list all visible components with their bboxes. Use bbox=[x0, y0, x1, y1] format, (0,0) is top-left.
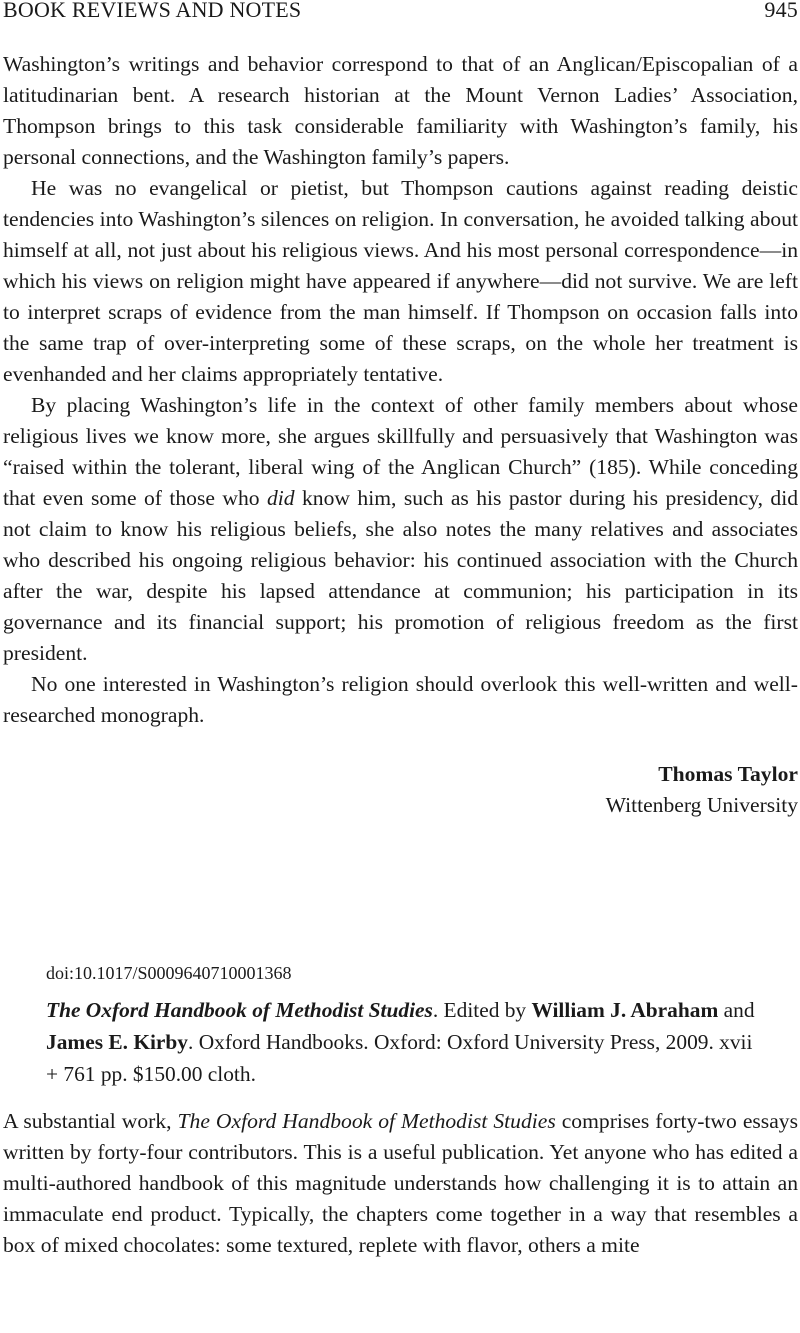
second-review-text-b: comprises forty-two essays written by forty-four contributors. This is a useful publication. Yet anyone who has edited a multi-authored handbook of this magnitude understands how challenging it is to attain an immaculate end product. Typically, the chapters come together in a way that resembles a box of mixed chocolates: some textured, replete with flavor, others a mite bbox=[3, 1109, 798, 1257]
paragraph-3 bbox=[3, 390, 798, 669]
second-review-paragraph-1 bbox=[3, 1106, 798, 1261]
publication-details: . Oxford Handbooks. Oxford: Oxford University Press, 2009. xvii + 761 pp. $150.00 cloth. bbox=[46, 1030, 753, 1086]
paragraph-3-text-b: know him, such as his pastor during his presidency, did not claim to know his religious beliefs, she also notes the many relatives and associates who described his ongoing religious behavior: his continued association with the Church after the war, despite his lapsed attendance at communion; his participation in its governance and its financial support; his promotion of religious freedom as the first president. bbox=[3, 486, 799, 665]
second-review-book-title: The Oxford Handbook of Methodist Studies bbox=[177, 1109, 556, 1133]
paragraph-4: No one interested in Washington’s religion should overlook this well-written and well-researched monograph. bbox=[3, 672, 798, 727]
edited-by: . Edited by bbox=[432, 998, 532, 1022]
second-review-text-a: A substantial work, bbox=[3, 1109, 178, 1133]
editor-2: James E. Kirby bbox=[46, 1030, 189, 1054]
book-citation bbox=[3, 962, 798, 1090]
reviewer-name: Thomas Taylor bbox=[658, 762, 798, 786]
running-head-title: BOOK REVIEWS AND NOTES bbox=[3, 0, 302, 22]
paragraph-3-text-a: By placing Washington’s life in the context of other family members about whose religious lives we know more, she argues skillfully and persuasively that Washington was “raised within the tolerant, liberal wing of the Anglican Church” (185). While conceding that even some of those who bbox=[3, 393, 798, 510]
review-body bbox=[3, 49, 798, 731]
doi: doi:10.1017/S0009640710001368 bbox=[46, 963, 292, 983]
second-review-body bbox=[3, 1106, 798, 1261]
paragraph-1: Washington’s writings and behavior correspond to that of an Anglican/Episcopalian of a latitudinarian bent. A research historian at the Mount Vernon Ladies’ Association, Thompson brings to this task considerable familiarity with Washington’s family, his personal connections, and the Washington family’s papers. bbox=[3, 52, 798, 169]
book-title: The Oxford Handbook of Methodist Studies bbox=[46, 998, 433, 1022]
paragraph-3-italic: did bbox=[267, 486, 295, 510]
reviewer-affiliation: Wittenberg University bbox=[605, 793, 798, 817]
editor-1: William J. Abraham bbox=[531, 998, 719, 1022]
reviewer-signature bbox=[3, 759, 798, 821]
bibliographic-entry bbox=[46, 994, 758, 1090]
page bbox=[3, 0, 798, 1261]
page-number: 945 bbox=[764, 0, 798, 22]
running-head bbox=[3, 0, 798, 25]
editor-conjunction: and bbox=[718, 998, 755, 1022]
paragraph-2: He was no evangelical or pietist, but Thompson cautions against reading deistic tendencies into Washington’s silences on religion. In conversation, he avoided talking about himself at all, not just about his religious views. And his most personal correspondence—in which his views on religion might have appeared if anywhere—did not survive. We are left to interpret scraps of evidence from the man himself. If Thompson on occasion falls into the same trap of over-interpreting some of these scraps, on the whole her treatment is evenhanded and her claims appropriately tentative. bbox=[3, 176, 798, 386]
